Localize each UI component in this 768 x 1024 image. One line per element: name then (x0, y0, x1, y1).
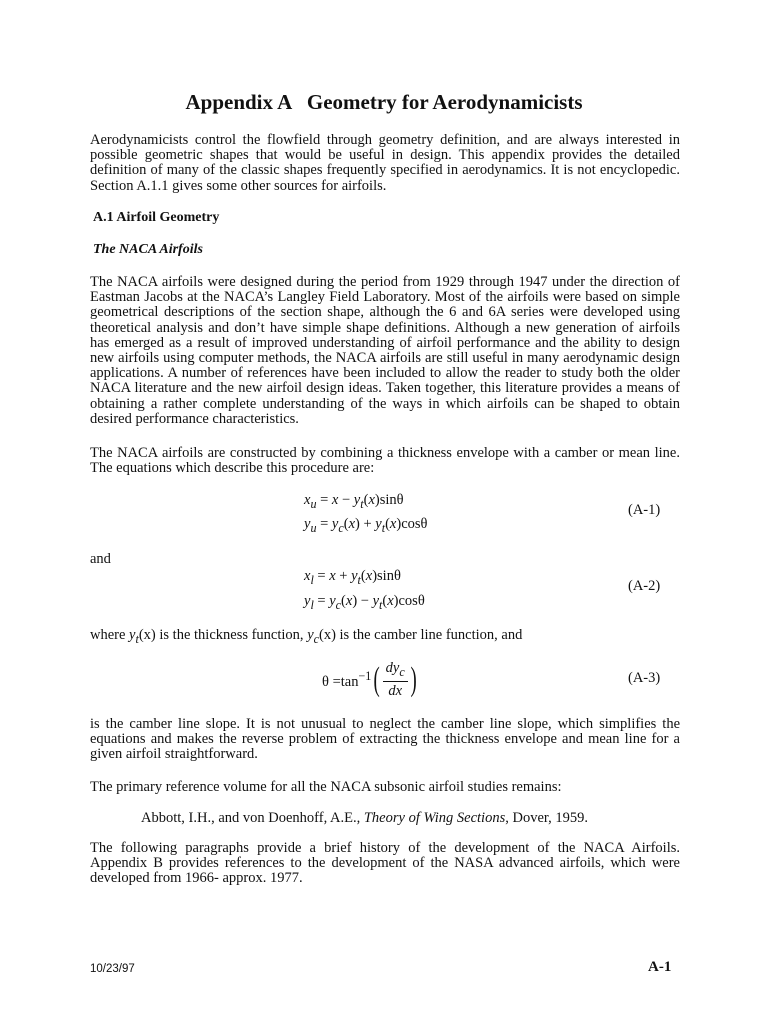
yc-subscript: c (313, 631, 319, 646)
yt-symbol: y (129, 627, 136, 643)
equation-yu: $y_u = y_c(x) + y_t(x)\cos\theta$ (304, 516, 428, 535)
page-number: A-1 (648, 959, 672, 975)
intro-paragraph: Aerodynamicists control the flowfield through geometry definition, and are always interested in possible geometric shapes that would be useful in design. This appendix provides the detailed definition of many of the classic shapes frequently specified in aerodynamics. It is not encyclopedic. Section A.1.1 gives some other sources for airfoils. (90, 132, 680, 194)
yt-subscript: t (135, 631, 139, 646)
where-middle-1: (x) is the thickness function, (138, 627, 308, 643)
where-prefix: where (90, 627, 130, 643)
history-paragraph: The NACA airfoils were designed during the period from 1929 through 1947 under the direction of Eastman Jacobs at the NACA’s Langley Field Laboratory. Most of the airfoils were based on simple geometrical descriptions of the section shape, although the 6 and 6A series were developed using theoretical analysis and don’t have simple shape definitions. Although a new generation of airfoils has emerged as a result of improved understanding of airfoil performance and the ability to design new airfoils using computer methods, the NACA airfoils are still useful in many aerodynamic design applications. A number of references have been included to allow the reader to study both the older NACA literature and the new airfoil design ideas. Taken together, this literature provides a means of obtaining a rather complete understanding of the ways in which airfoils can be shaped to obtain desired performance characteristics. (90, 274, 680, 427)
and-text: and (90, 551, 111, 567)
reference-publisher: , Dover, 1959. (505, 810, 589, 826)
reference-citation (141, 810, 588, 827)
yc-symbol: y (307, 627, 314, 643)
where-middle-2: (x) is the camber line function, and (319, 627, 523, 643)
equation-number-a2: (A-2) (628, 578, 661, 594)
equation-xu: $x_u = x - y_t(x)\sin\theta$ (304, 492, 404, 511)
construction-paragraph: The NACA airfoils are constructed by combining a thickness envelope with a camber or mean line. The equations which describe this procedure are: (90, 445, 680, 477)
reference-authors: Abbott, I.H., and von Doenhoff, A.E., (141, 810, 364, 826)
equation-xl: $x_l = x + y_t(x)\sin\theta$ (304, 568, 401, 587)
equation-theta: $\theta =\tan^{-1}$( $\frac{dy_c}{dx}$ ) (322, 660, 417, 699)
equation-number-a3: (A-3) (628, 670, 661, 686)
following-paragraph: The following paragraphs provide a brief history of the development of the NACA Airfoils. Appendix B provides references to the development of the NASA advanced airfoils, which were developed from 1966- approx. 1977. (90, 840, 680, 887)
where-sentence (90, 628, 680, 647)
footer-date: 10/23/97 (90, 963, 135, 975)
equation-yl: $y_l = y_c(x) - y_t(x)\cos\theta$ (304, 593, 425, 612)
page-title: Appendix A Geometry for Aerodynamicists (185, 90, 583, 114)
reference-intro-paragraph: The primary reference volume for all the NACA subsonic airfoil studies remains: (90, 779, 562, 795)
subsection-heading: The NACA Airfoils (93, 242, 203, 257)
reference-book-title: Theory of Wing Sections (363, 810, 506, 826)
slope-paragraph: is the camber line slope. It is not unusual to neglect the camber line slope, which simplifies the equations and makes the reverse problem of extracting the thickness envelope and mean line for a given airfoil straightforward. (90, 716, 680, 763)
section-heading: A.1 Airfoil Geometry (93, 210, 220, 225)
equation-number-a1: (A-1) (628, 502, 661, 518)
